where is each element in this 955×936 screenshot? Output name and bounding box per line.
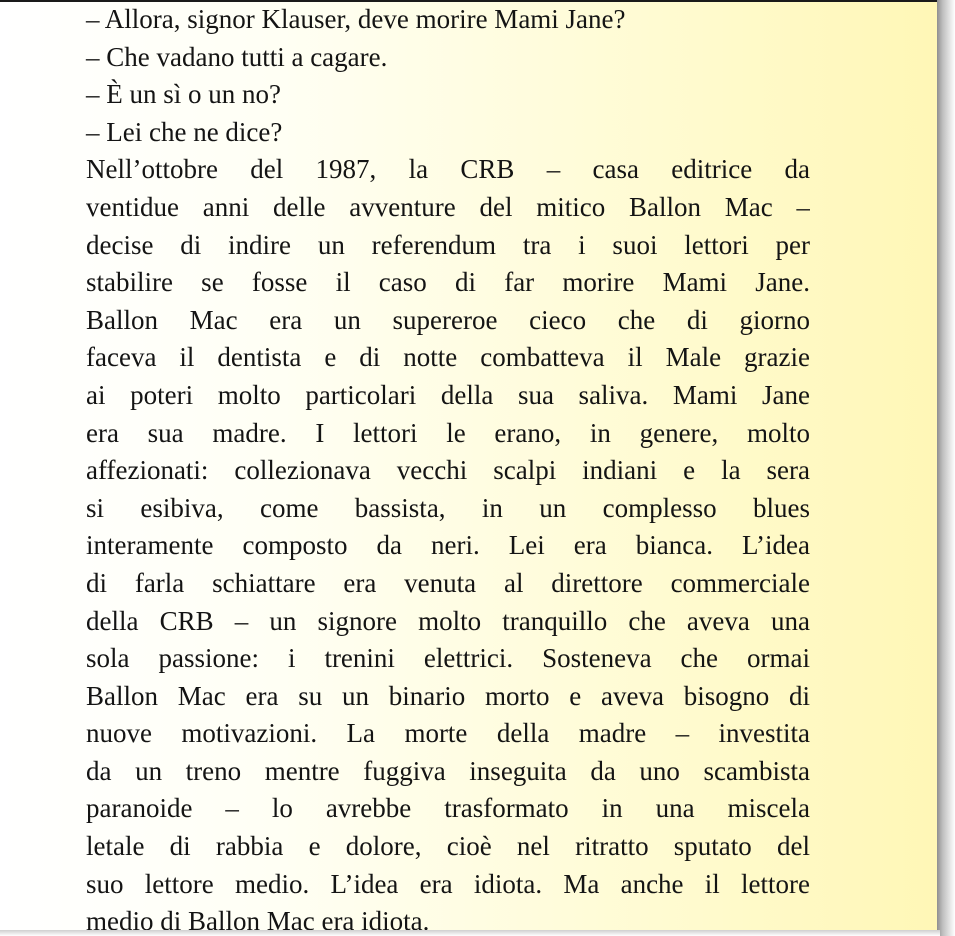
paragraph-line: Nell’ottobre del 1987, la CRB – casa editrice da <box>86 154 810 185</box>
paragraph-line: faceva il dentista e di notte combatteva il Male grazie <box>86 342 810 373</box>
paragraph-line: da un treno mentre fuggiva inseguita da uno scambista <box>86 755 810 786</box>
dialogue-line: – Che vadano tutti a cagare. <box>86 41 388 72</box>
dialogue-line: – Lei che ne dice? <box>86 116 283 147</box>
paragraph-line: stabilire se fosse il caso di far morire Mami Jane. <box>86 267 810 298</box>
paragraph-line: di farla schiattare era venuta al direttore commerciale <box>86 567 810 598</box>
paragraph-line: paranoide – lo avrebbe trasformato in una miscela <box>86 793 810 824</box>
paragraph-line: Ballon Mac era su un binario morto e aveva bisogno di <box>86 680 810 711</box>
document-page <box>0 2 937 930</box>
paragraph-line: interamente composto da neri. Lei era bianca. L’idea <box>86 530 810 561</box>
paragraph-line: affezionati: collezionava vecchi scalpi indiani e la sera <box>86 455 810 486</box>
paragraph-line: suo lettore medio. L’idea era idiota. Ma anche il lettore <box>86 868 810 899</box>
dialogue-line: – Allora, signor Klauser, deve morire Mami Jane? <box>86 4 626 34</box>
paragraph-line: della CRB – un signore molto tranquillo che aveva una <box>86 605 810 636</box>
paragraph-line: Ballon Mac era un supereroe cieco che di giorno <box>86 304 810 335</box>
paragraph-line: sola passione: i trenini elettrici. Sosteneva che ormai <box>86 643 810 674</box>
paragraph-line: nuove motivazioni. La morte della madre – investita <box>86 718 810 749</box>
paragraph-line: ventidue anni delle avventure del mitico Ballon Mac – <box>86 191 810 222</box>
top-border <box>0 0 938 2</box>
page-shadow-bottom <box>0 930 940 936</box>
paragraph-line: medio di Ballon Mac era idiota. <box>86 906 430 930</box>
paragraph-line: si esibiva, come bassista, in un complesso blues <box>86 492 810 523</box>
dialogue-line: – È un sì o un no? <box>86 79 281 110</box>
document-text <box>86 2 810 930</box>
paragraph-line: letale di rabbia e dolore, cioè nel ritratto sputato del <box>86 831 810 862</box>
paragraph-line: decise di indire un referendum tra i suoi lettori per <box>86 229 810 260</box>
paragraph-line: ai poteri molto particolari della sua saliva. Mami Jane <box>86 379 810 410</box>
paragraph-line: era sua madre. I lettori le erano, in genere, molto <box>86 417 810 448</box>
page-shadow-right <box>937 0 955 936</box>
